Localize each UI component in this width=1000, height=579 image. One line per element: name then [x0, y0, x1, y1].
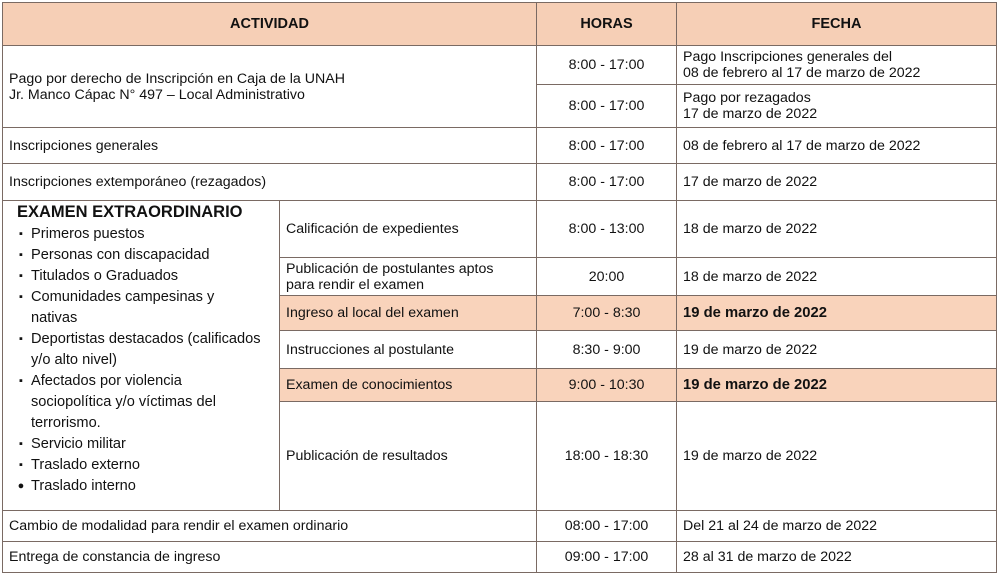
category-text: Servicio militar — [31, 436, 126, 452]
category-text: Deportistas destacados (calificados — [31, 331, 261, 347]
examen-actividad: Examen de conocimientos — [280, 369, 537, 402]
publicacion-aptos-cell — [280, 258, 537, 296]
list-item — [15, 287, 273, 329]
generales-horas: 8:00 - 17:00 — [537, 128, 677, 164]
extraordinario-title: EXAMEN EXTRAORDINARIO — [17, 203, 243, 221]
extemporaneo-fecha: 17 de marzo de 2022 — [677, 164, 997, 201]
pago-row2-fecha-line1: Pago por rezagados — [683, 90, 811, 106]
list-item — [15, 329, 273, 371]
category-text-cont: y/o alto nivel) — [31, 352, 117, 368]
pago-row1-fecha-line2: 08 de febrero al 17 de marzo de 2022 — [683, 65, 921, 81]
calificacion-actividad: Calificación de expedientes — [280, 201, 537, 258]
pago-row1-fecha-line1: Pago Inscripciones generales del — [683, 49, 893, 65]
instrucciones-actividad: Instrucciones al postulante — [280, 331, 537, 369]
list-item — [15, 266, 273, 287]
resultados-actividad: Publicación de resultados — [280, 402, 537, 511]
publicacion-aptos-horas: 20:00 — [537, 258, 677, 296]
extemporaneo-horas: 8:00 - 17:00 — [537, 164, 677, 201]
publicacion-aptos-line1: Publicación de postulantes aptos — [286, 260, 494, 277]
generales-fecha: 08 de febrero al 17 de marzo de 2022 — [677, 128, 997, 164]
header-fecha: FECHA — [677, 3, 997, 46]
instrucciones-horas: 8:30 - 9:00 — [537, 331, 677, 369]
examen-fecha: 19 de marzo de 2022 — [677, 369, 997, 402]
publicacion-aptos-fecha: 18 de marzo de 2022 — [677, 258, 997, 296]
category-text: Traslado externo — [31, 457, 140, 473]
cambio-fecha: Del 21 al 24 de marzo de 2022 — [677, 511, 997, 542]
cambio-horas: 08:00 - 17:00 — [537, 511, 677, 542]
bullet-icon: ▪ — [19, 228, 23, 240]
pago-row1-horas: 8:00 - 17:00 — [537, 46, 677, 85]
instrucciones-fecha: 19 de marzo de 2022 — [677, 331, 997, 369]
table-row — [3, 511, 997, 542]
category-text-cont: nativas — [31, 310, 78, 326]
list-item — [15, 476, 273, 497]
extemporaneo-actividad: Inscripciones extemporáneo (rezagados) — [3, 164, 537, 201]
list-item — [15, 455, 273, 476]
pago-row2-fecha-cell — [677, 85, 997, 128]
category-text: Traslado interno — [31, 478, 136, 494]
list-item — [15, 224, 273, 245]
ingreso-horas: 7:00 - 8:30 — [537, 296, 677, 331]
examen-horas: 9:00 - 10:30 — [537, 369, 677, 402]
calificacion-horas: 8:00 - 13:00 — [537, 201, 677, 258]
constancia-horas: 09:00 - 17:00 — [537, 542, 677, 573]
category-text: Titulados o Graduados — [31, 268, 179, 284]
bullet-icon: ▪ — [19, 459, 23, 471]
bullet-icon: ● — [17, 480, 25, 492]
pago-row1-fecha-cell — [677, 46, 997, 85]
publicacion-aptos-line2: para rendir el examen — [286, 276, 425, 293]
category-list — [9, 224, 273, 497]
bullet-icon: ▪ — [19, 291, 23, 303]
table-row — [3, 542, 997, 573]
bullet-icon: ▪ — [19, 375, 23, 387]
generales-actividad: Inscripciones generales — [3, 128, 537, 164]
bullet-icon: ▪ — [19, 438, 23, 450]
list-item — [15, 434, 273, 455]
pago-actividad-line1: Pago por derecho de Inscripción en Caja de la UNAH — [9, 70, 345, 87]
constancia-fecha: 28 al 31 de marzo de 2022 — [677, 542, 997, 573]
category-text: Personas con discapacidad — [31, 247, 210, 263]
header-actividad: ACTIVIDAD — [3, 3, 537, 46]
ingreso-actividad: Ingreso al local del examen — [280, 296, 537, 331]
bullet-icon: ▪ — [19, 249, 23, 261]
pago-row2-fecha-line2: 17 de marzo de 2022 — [683, 106, 818, 122]
pago-actividad-line2: Jr. Manco Cápac N° 497 – Local Administrativo — [9, 86, 305, 103]
schedule-table — [2, 2, 997, 573]
table-row — [3, 201, 997, 258]
header-horas: HORAS — [537, 3, 677, 46]
calificacion-fecha: 18 de marzo de 2022 — [677, 201, 997, 258]
category-text: Primeros puestos — [31, 226, 145, 242]
extraordinario-cell — [3, 201, 280, 511]
list-item — [15, 371, 273, 434]
table-row — [3, 128, 997, 164]
pago-actividad-cell — [3, 46, 537, 128]
pago-row2-horas: 8:00 - 17:00 — [537, 85, 677, 128]
table-row — [3, 46, 997, 85]
category-text: Comunidades campesinas y — [31, 289, 215, 305]
category-text: Afectados por violencia — [31, 373, 182, 389]
ingreso-fecha: 19 de marzo de 2022 — [677, 296, 997, 331]
resultados-horas: 18:00 - 18:30 — [537, 402, 677, 511]
table-row — [3, 164, 997, 201]
resultados-fecha: 19 de marzo de 2022 — [677, 402, 997, 511]
bullet-icon: ▪ — [19, 333, 23, 345]
list-item — [15, 245, 273, 266]
cambio-actividad: Cambio de modalidad para rendir el examen ordinario — [3, 511, 537, 542]
header-row — [3, 3, 997, 46]
bullet-icon: ▪ — [19, 270, 23, 282]
category-text-cont: sociopolítica y/o víctimas del — [31, 394, 216, 410]
constancia-actividad: Entrega de constancia de ingreso — [3, 542, 537, 573]
category-text-cont: terrorismo. — [31, 415, 101, 431]
